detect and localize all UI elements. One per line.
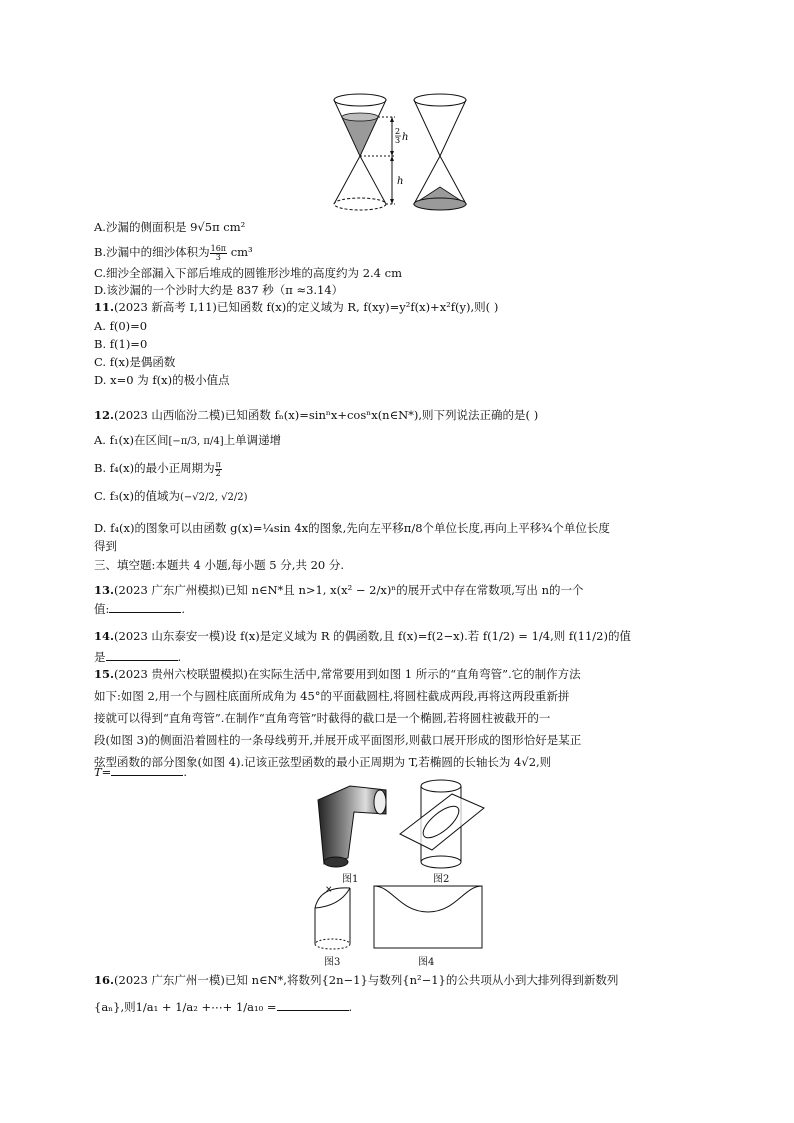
fraction-denominator: 3 — [215, 252, 221, 262]
q10-option-c: C.细沙全部漏入下部后堆成的圆锥形沙堆的高度约为 2.4 cm — [94, 266, 402, 280]
q15-answer-label: T= — [94, 765, 112, 779]
q12-number: 12. — [94, 408, 115, 422]
q11-option-b: B. f(1)=0 — [94, 337, 148, 351]
figure-4-sine-unroll — [372, 884, 484, 950]
figure-4-caption: 图4 — [418, 957, 435, 968]
figure-1-elbow-pipe — [310, 780, 390, 868]
q13-line1 — [94, 582, 584, 598]
q13-number: 13. — [94, 583, 115, 597]
q14-answer-blank[interactable] — [106, 648, 178, 661]
q14-line1 — [94, 628, 631, 644]
svg-text:2: 2 — [395, 127, 401, 136]
q12-option-d-line1: D. f₄(x)的图象可以由函数 g(x)=¼sin 4x的图象,先向左平移π/8个单位长度,再向上平移¾个单位长度 — [94, 521, 610, 535]
figure-2-caption: 图2 — [433, 874, 450, 885]
q13-text: (2023 广东广州模拟)已知 n∈N*且 n>1, x(x² − 2/x)ⁿ的展开式中存在常数项,写出 n的一个 — [114, 583, 584, 597]
q14-answer-label: 是 — [94, 650, 106, 664]
q13-answer-blank[interactable] — [109, 600, 181, 613]
q11-number: 11. — [94, 300, 115, 314]
q12-option-c-pre: C. f₃(x)的值域为 — [94, 489, 181, 503]
q14-line2: 是 . — [94, 650, 182, 664]
q11-stem — [94, 299, 498, 315]
q16-answer-blank[interactable] — [277, 998, 349, 1011]
q12-stem — [94, 407, 538, 423]
q12-option-a — [94, 432, 281, 450]
q10-option-a: A.沙漏的侧面积是 9√5π cm² — [94, 220, 246, 234]
svg-text:h: h — [397, 176, 404, 187]
q13-answer-label: 值: — [94, 602, 110, 616]
q12-option-a-post: 上单调递增 — [223, 433, 282, 447]
fraction-denominator: 2 — [215, 468, 221, 478]
q15-answer-blank[interactable] — [111, 763, 183, 776]
q12-option-d-line2: 得到 — [94, 539, 117, 553]
q11-text: (2023 新高考 Ⅰ,11)已知函数 f(x)的定义域为 R, f(xy)=y²f(x)+x²f(y),则( ) — [114, 300, 499, 314]
svg-text:3: 3 — [395, 136, 401, 145]
q10-option-d: D.该沙漏的一个沙时大约是 837 秒（π ≈3.14） — [94, 283, 344, 297]
q10-option-b — [94, 244, 253, 262]
q16-line1 — [94, 972, 618, 988]
q12-option-b-pre: B. f₄(x)的最小正周期为 — [94, 461, 215, 475]
q15-line5: 弦型函数的部分图象(如图 4).记该正弦型函数的最小正周期为 T,若椭圆的长轴长为 4√2,则 — [94, 755, 552, 769]
section-heading-fill-in: 三、填空题:本题共 4 小题,每小题 5 分,共 20 分. — [94, 558, 345, 572]
q16-text: (2023 广东广州一模)已知 n∈N*,将数列{2n−1}与数列{n²−1}的公共项从小到大排列得到新数列 — [114, 973, 619, 987]
q15-line2: 如下:如图 2,用一个与圆柱底面所成角为 45°的平面截圆柱,将圆柱截成两段,再将这两段重新拼 — [94, 689, 570, 703]
q12-option-a-interval: [−π/3, π/4] — [168, 436, 224, 447]
hourglass-figure — [325, 92, 475, 214]
q11-option-a: A. f(0)=0 — [94, 319, 148, 333]
fraction-numerator: 16π — [210, 243, 227, 253]
q15-line6: T= . — [94, 765, 187, 779]
q12-option-b — [94, 460, 222, 478]
figure-1-caption: 图1 — [342, 874, 359, 885]
figure-3-caption: 图3 — [324, 957, 341, 968]
q15-text: (2023 贵州六校联盟模拟)在实际生活中,常常要用到如图 1 所示的“直角弯管”.它的制作方法 — [114, 667, 581, 681]
q12-option-c-interval: (−√2/2, √2/2) — [180, 492, 248, 503]
figure-2-cut-cylinder — [396, 778, 486, 870]
q14-number: 14. — [94, 629, 115, 643]
q16-line2: {aₙ},则1/a₁ + 1/a₂ +⋯+ 1/a₁₀ = . — [94, 1000, 353, 1014]
q15-number: 15. — [94, 667, 115, 681]
q10-option-b-post: cm³ — [227, 245, 253, 259]
q15-line4: 段(如图 3)的侧面沿着圆柱的一条母线剪开,并展开成平面图形,则截口展开形成的图形恰好是某正 — [94, 733, 582, 747]
svg-text:h: h — [402, 132, 409, 143]
q16-number: 16. — [94, 973, 115, 987]
q10-option-b-pre: B.沙漏中的细沙体积为 — [94, 245, 210, 259]
q15-line1 — [94, 666, 581, 682]
q15-line3: 接就可以得到“直角弯管”.在制作“直角弯管”时截得的截口是一个椭圆,若将圆柱被截开的一 — [94, 711, 551, 725]
q12-option-b-fraction — [215, 461, 222, 478]
q14-text: (2023 山东泰安一模)设 f(x)是定义域为 R 的偶函数,且 f(x)=f(2−x).若 f(1/2) = 1/4,则 f(11/2)的值 — [114, 629, 631, 643]
q12-option-a-pre: A. f₁(x)在区间 — [94, 433, 169, 447]
figure-3-cylinder-segment — [310, 880, 360, 952]
q10-option-b-fraction — [210, 245, 227, 262]
svg-text:×: × — [325, 885, 333, 895]
q12-option-c — [94, 488, 248, 506]
q16-answer-label: {aₙ},则1/a₁ + 1/a₂ +⋯+ 1/a₁₀ = — [94, 1000, 277, 1014]
q12-text: (2023 山西临汾二模)已知函数 fₙ(x)=sinⁿx+cosⁿx(n∈N*),则下列说法正确的是( ) — [114, 408, 539, 422]
q11-option-c: C. f(x)是偶函数 — [94, 355, 176, 369]
q11-option-d: D. x=0 为 f(x)的极小值点 — [94, 373, 230, 387]
q13-line2: 值: . — [94, 602, 186, 616]
fraction-numerator: π — [215, 459, 221, 469]
